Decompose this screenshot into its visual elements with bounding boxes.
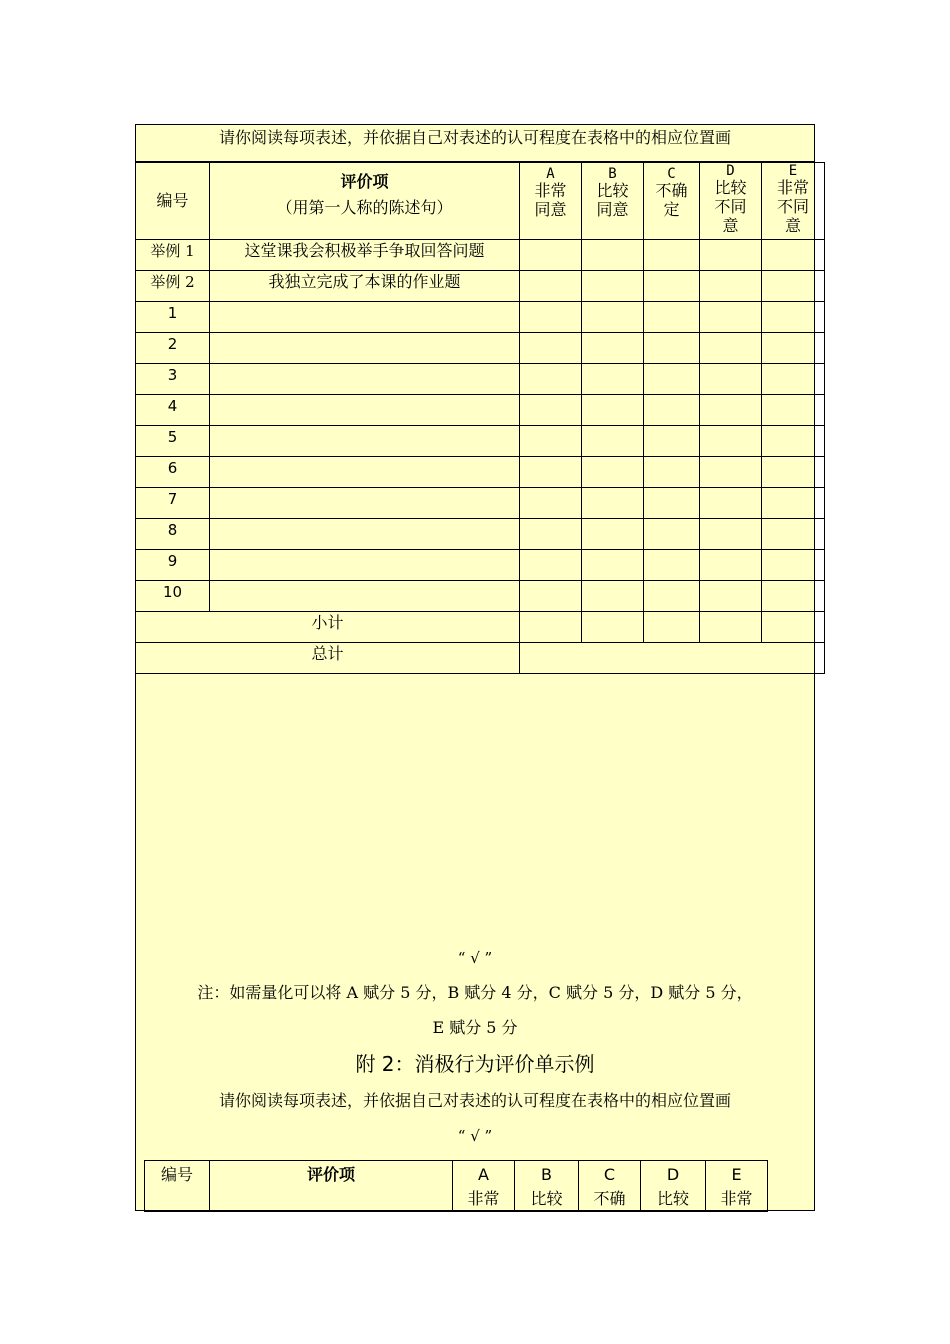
row-number: 举例 1 bbox=[136, 240, 210, 271]
col-letter: C bbox=[667, 166, 676, 182]
table2-header-col-c bbox=[579, 1161, 641, 1212]
col-line: 非常 bbox=[720, 1189, 753, 1208]
intro-text: 请你阅读每项表述，并依据自己对表述的认可程度在表格中的相应位置画 bbox=[135, 124, 815, 162]
subtotal-cell[interactable] bbox=[520, 612, 582, 643]
col-line: 比较 bbox=[656, 1189, 689, 1208]
col-line: 非常 bbox=[534, 181, 567, 200]
rating-cell[interactable] bbox=[762, 426, 825, 457]
rating-cell[interactable] bbox=[762, 488, 825, 519]
rating-cell[interactable] bbox=[762, 302, 825, 333]
rating-cell[interactable] bbox=[644, 333, 700, 364]
col-line: 意 bbox=[784, 216, 801, 235]
row-number: 4 bbox=[136, 395, 210, 426]
table2-header-number: 编号 bbox=[145, 1161, 210, 1212]
rating-cell[interactable] bbox=[700, 581, 762, 612]
rating-cell[interactable] bbox=[700, 519, 762, 550]
col-line: 不同 bbox=[776, 197, 809, 216]
table-row bbox=[136, 519, 825, 550]
rating-cell[interactable] bbox=[762, 457, 825, 488]
rating-cell[interactable] bbox=[644, 395, 700, 426]
rating-cell[interactable] bbox=[520, 457, 582, 488]
row-item[interactable] bbox=[210, 395, 520, 426]
table2-header-col-e bbox=[706, 1161, 768, 1212]
row-number: 2 bbox=[136, 333, 210, 364]
row-number: 10 bbox=[136, 581, 210, 612]
rating-cell[interactable] bbox=[762, 550, 825, 581]
rating-cell[interactable] bbox=[762, 333, 825, 364]
subtotal-label: 小计 bbox=[136, 612, 520, 643]
rating-cell[interactable] bbox=[700, 488, 762, 519]
rating-cell[interactable] bbox=[644, 550, 700, 581]
table2-header-row bbox=[145, 1161, 768, 1212]
rating-cell[interactable] bbox=[582, 364, 644, 395]
rating-cell[interactable] bbox=[700, 457, 762, 488]
header-item bbox=[210, 163, 520, 240]
rating-cell[interactable] bbox=[700, 426, 762, 457]
header-number: 编号 bbox=[136, 163, 210, 240]
rating-cell[interactable] bbox=[644, 488, 700, 519]
col-letter: A bbox=[478, 1165, 489, 1184]
col-line: 不确 bbox=[593, 1189, 626, 1208]
intro-text-2: 请你阅读每项表述，并依据自己对表述的认可程度在表格中的相应位置画 bbox=[218, 1091, 731, 1110]
subtotal-cell[interactable] bbox=[762, 612, 825, 643]
table-row bbox=[136, 426, 825, 457]
rating-cell[interactable] bbox=[520, 550, 582, 581]
rating-cell[interactable] bbox=[520, 581, 582, 612]
rating-cell[interactable] bbox=[582, 550, 644, 581]
row-item: 这堂课我会积极举手争取回答问题 bbox=[210, 240, 520, 271]
table-row bbox=[136, 395, 825, 426]
subtotal-row bbox=[136, 612, 825, 643]
row-item[interactable] bbox=[210, 457, 520, 488]
rating-cell[interactable] bbox=[644, 302, 700, 333]
rating-cell[interactable] bbox=[700, 364, 762, 395]
rating-cell[interactable] bbox=[644, 271, 700, 302]
row-number: 9 bbox=[136, 550, 210, 581]
header-col-c bbox=[644, 163, 700, 240]
note-line-1: 注：如需量化可以将 A 赋分 5 分，B 赋分 4 分，C 赋分 5 分，D 赋分 5 分， bbox=[197, 983, 753, 1002]
rating-cell[interactable] bbox=[700, 302, 762, 333]
rating-cell[interactable] bbox=[582, 581, 644, 612]
row-item[interactable] bbox=[210, 519, 520, 550]
rating-cell[interactable] bbox=[644, 457, 700, 488]
total-label: 总计 bbox=[136, 643, 520, 674]
col-letter: B bbox=[541, 1165, 552, 1184]
col-letter: D bbox=[666, 1165, 680, 1184]
col-line: 意 bbox=[722, 216, 739, 235]
rating-cell[interactable] bbox=[762, 519, 825, 550]
table-row bbox=[136, 364, 825, 395]
rating-cell[interactable] bbox=[582, 271, 644, 302]
table-row bbox=[136, 488, 825, 519]
rating-cell[interactable] bbox=[582, 457, 644, 488]
section2-title: 附 2：消极行为评价单示例 bbox=[355, 1052, 595, 1076]
rating-cell[interactable] bbox=[762, 364, 825, 395]
header-item-subtitle: （用第一人称的陈述句） bbox=[276, 198, 453, 217]
rating-cell[interactable] bbox=[582, 333, 644, 364]
rating-cell[interactable] bbox=[762, 581, 825, 612]
header-col-d bbox=[700, 163, 762, 240]
header-col-e bbox=[762, 163, 825, 240]
row-number: 6 bbox=[136, 457, 210, 488]
row-item[interactable] bbox=[210, 426, 520, 457]
rating-cell[interactable] bbox=[700, 240, 762, 271]
total-row bbox=[136, 643, 825, 674]
rating-cell[interactable] bbox=[762, 240, 825, 271]
rating-cell[interactable] bbox=[700, 395, 762, 426]
col-letter: E bbox=[731, 1165, 742, 1184]
table2-header-col-d bbox=[641, 1161, 706, 1212]
rating-cell[interactable] bbox=[644, 364, 700, 395]
col-letter: B bbox=[608, 166, 617, 182]
rating-cell[interactable] bbox=[520, 302, 582, 333]
row-item[interactable] bbox=[210, 581, 520, 612]
row-number: 8 bbox=[136, 519, 210, 550]
header-col-b bbox=[582, 163, 644, 240]
col-line: 定 bbox=[663, 200, 680, 219]
header-item-title: 评价项 bbox=[340, 172, 389, 191]
row-number: 7 bbox=[136, 488, 210, 519]
header-col-a bbox=[520, 163, 582, 240]
rating-cell[interactable] bbox=[520, 240, 582, 271]
check-mark-2: “ √ ” bbox=[457, 1127, 493, 1145]
subtotal-cell[interactable] bbox=[644, 612, 700, 643]
check-mark: “ √ ” bbox=[457, 949, 493, 967]
rating-cell[interactable] bbox=[644, 581, 700, 612]
col-line: 非常 bbox=[776, 178, 809, 197]
rating-cell[interactable] bbox=[582, 426, 644, 457]
table-row bbox=[136, 302, 825, 333]
table-row bbox=[136, 550, 825, 581]
col-line: 比较 bbox=[596, 181, 629, 200]
col-line: 同意 bbox=[596, 200, 629, 219]
table-row bbox=[136, 333, 825, 364]
col-line: 不同 bbox=[714, 197, 747, 216]
rating-cell[interactable] bbox=[644, 519, 700, 550]
col-line: 比较 bbox=[714, 178, 747, 197]
row-item[interactable] bbox=[210, 488, 520, 519]
row-number: 1 bbox=[136, 302, 210, 333]
col-line: 比较 bbox=[530, 1189, 563, 1208]
row-item[interactable] bbox=[210, 364, 520, 395]
table-row bbox=[136, 457, 825, 488]
example-row bbox=[136, 240, 825, 271]
subtotal-cell[interactable] bbox=[582, 612, 644, 643]
row-item: 我独立完成了本课的作业题 bbox=[210, 271, 520, 302]
table2-header-col-b bbox=[515, 1161, 579, 1212]
row-item[interactable] bbox=[210, 550, 520, 581]
rating-cell[interactable] bbox=[520, 364, 582, 395]
subtotal-cell[interactable] bbox=[700, 612, 762, 643]
rating-cell[interactable] bbox=[520, 519, 582, 550]
row-item[interactable] bbox=[210, 333, 520, 364]
rating-cell[interactable] bbox=[520, 488, 582, 519]
rating-cell[interactable] bbox=[520, 333, 582, 364]
table2-header-item: 评价项 bbox=[210, 1161, 453, 1212]
rating-cell[interactable] bbox=[582, 302, 644, 333]
col-letter: D bbox=[726, 163, 735, 179]
col-line: 非常 bbox=[467, 1189, 500, 1208]
rating-cell[interactable] bbox=[700, 550, 762, 581]
total-cell[interactable] bbox=[520, 643, 825, 674]
col-letter: A bbox=[546, 166, 555, 182]
rating-cell[interactable] bbox=[582, 395, 644, 426]
row-number: 举例 2 bbox=[136, 271, 210, 302]
rating-cell[interactable] bbox=[644, 240, 700, 271]
col-line: 同意 bbox=[534, 200, 567, 219]
rating-cell[interactable] bbox=[520, 426, 582, 457]
table-row bbox=[136, 581, 825, 612]
rating-cell[interactable] bbox=[582, 240, 644, 271]
col-letter: C bbox=[603, 1165, 616, 1184]
rating-cell[interactable] bbox=[644, 426, 700, 457]
rating-cell[interactable] bbox=[700, 271, 762, 302]
rating-cell[interactable] bbox=[762, 271, 825, 302]
rating-cell[interactable] bbox=[582, 519, 644, 550]
note-line-2: E 赋分 5 分 bbox=[432, 1018, 518, 1037]
rating-cell[interactable] bbox=[520, 271, 582, 302]
col-letter: E bbox=[788, 163, 798, 179]
table-header-row bbox=[136, 163, 825, 240]
rating-cell[interactable] bbox=[582, 488, 644, 519]
rating-cell[interactable] bbox=[762, 395, 825, 426]
rating-cell[interactable] bbox=[700, 333, 762, 364]
rating-cell[interactable] bbox=[520, 395, 582, 426]
example-row bbox=[136, 271, 825, 302]
evaluation-table bbox=[135, 162, 825, 674]
row-number: 5 bbox=[136, 426, 210, 457]
negative-evaluation-table bbox=[144, 1160, 768, 1212]
row-number: 3 bbox=[136, 364, 210, 395]
table2-header-col-a bbox=[453, 1161, 515, 1212]
col-line: 不确 bbox=[655, 181, 688, 200]
row-item[interactable] bbox=[210, 302, 520, 333]
